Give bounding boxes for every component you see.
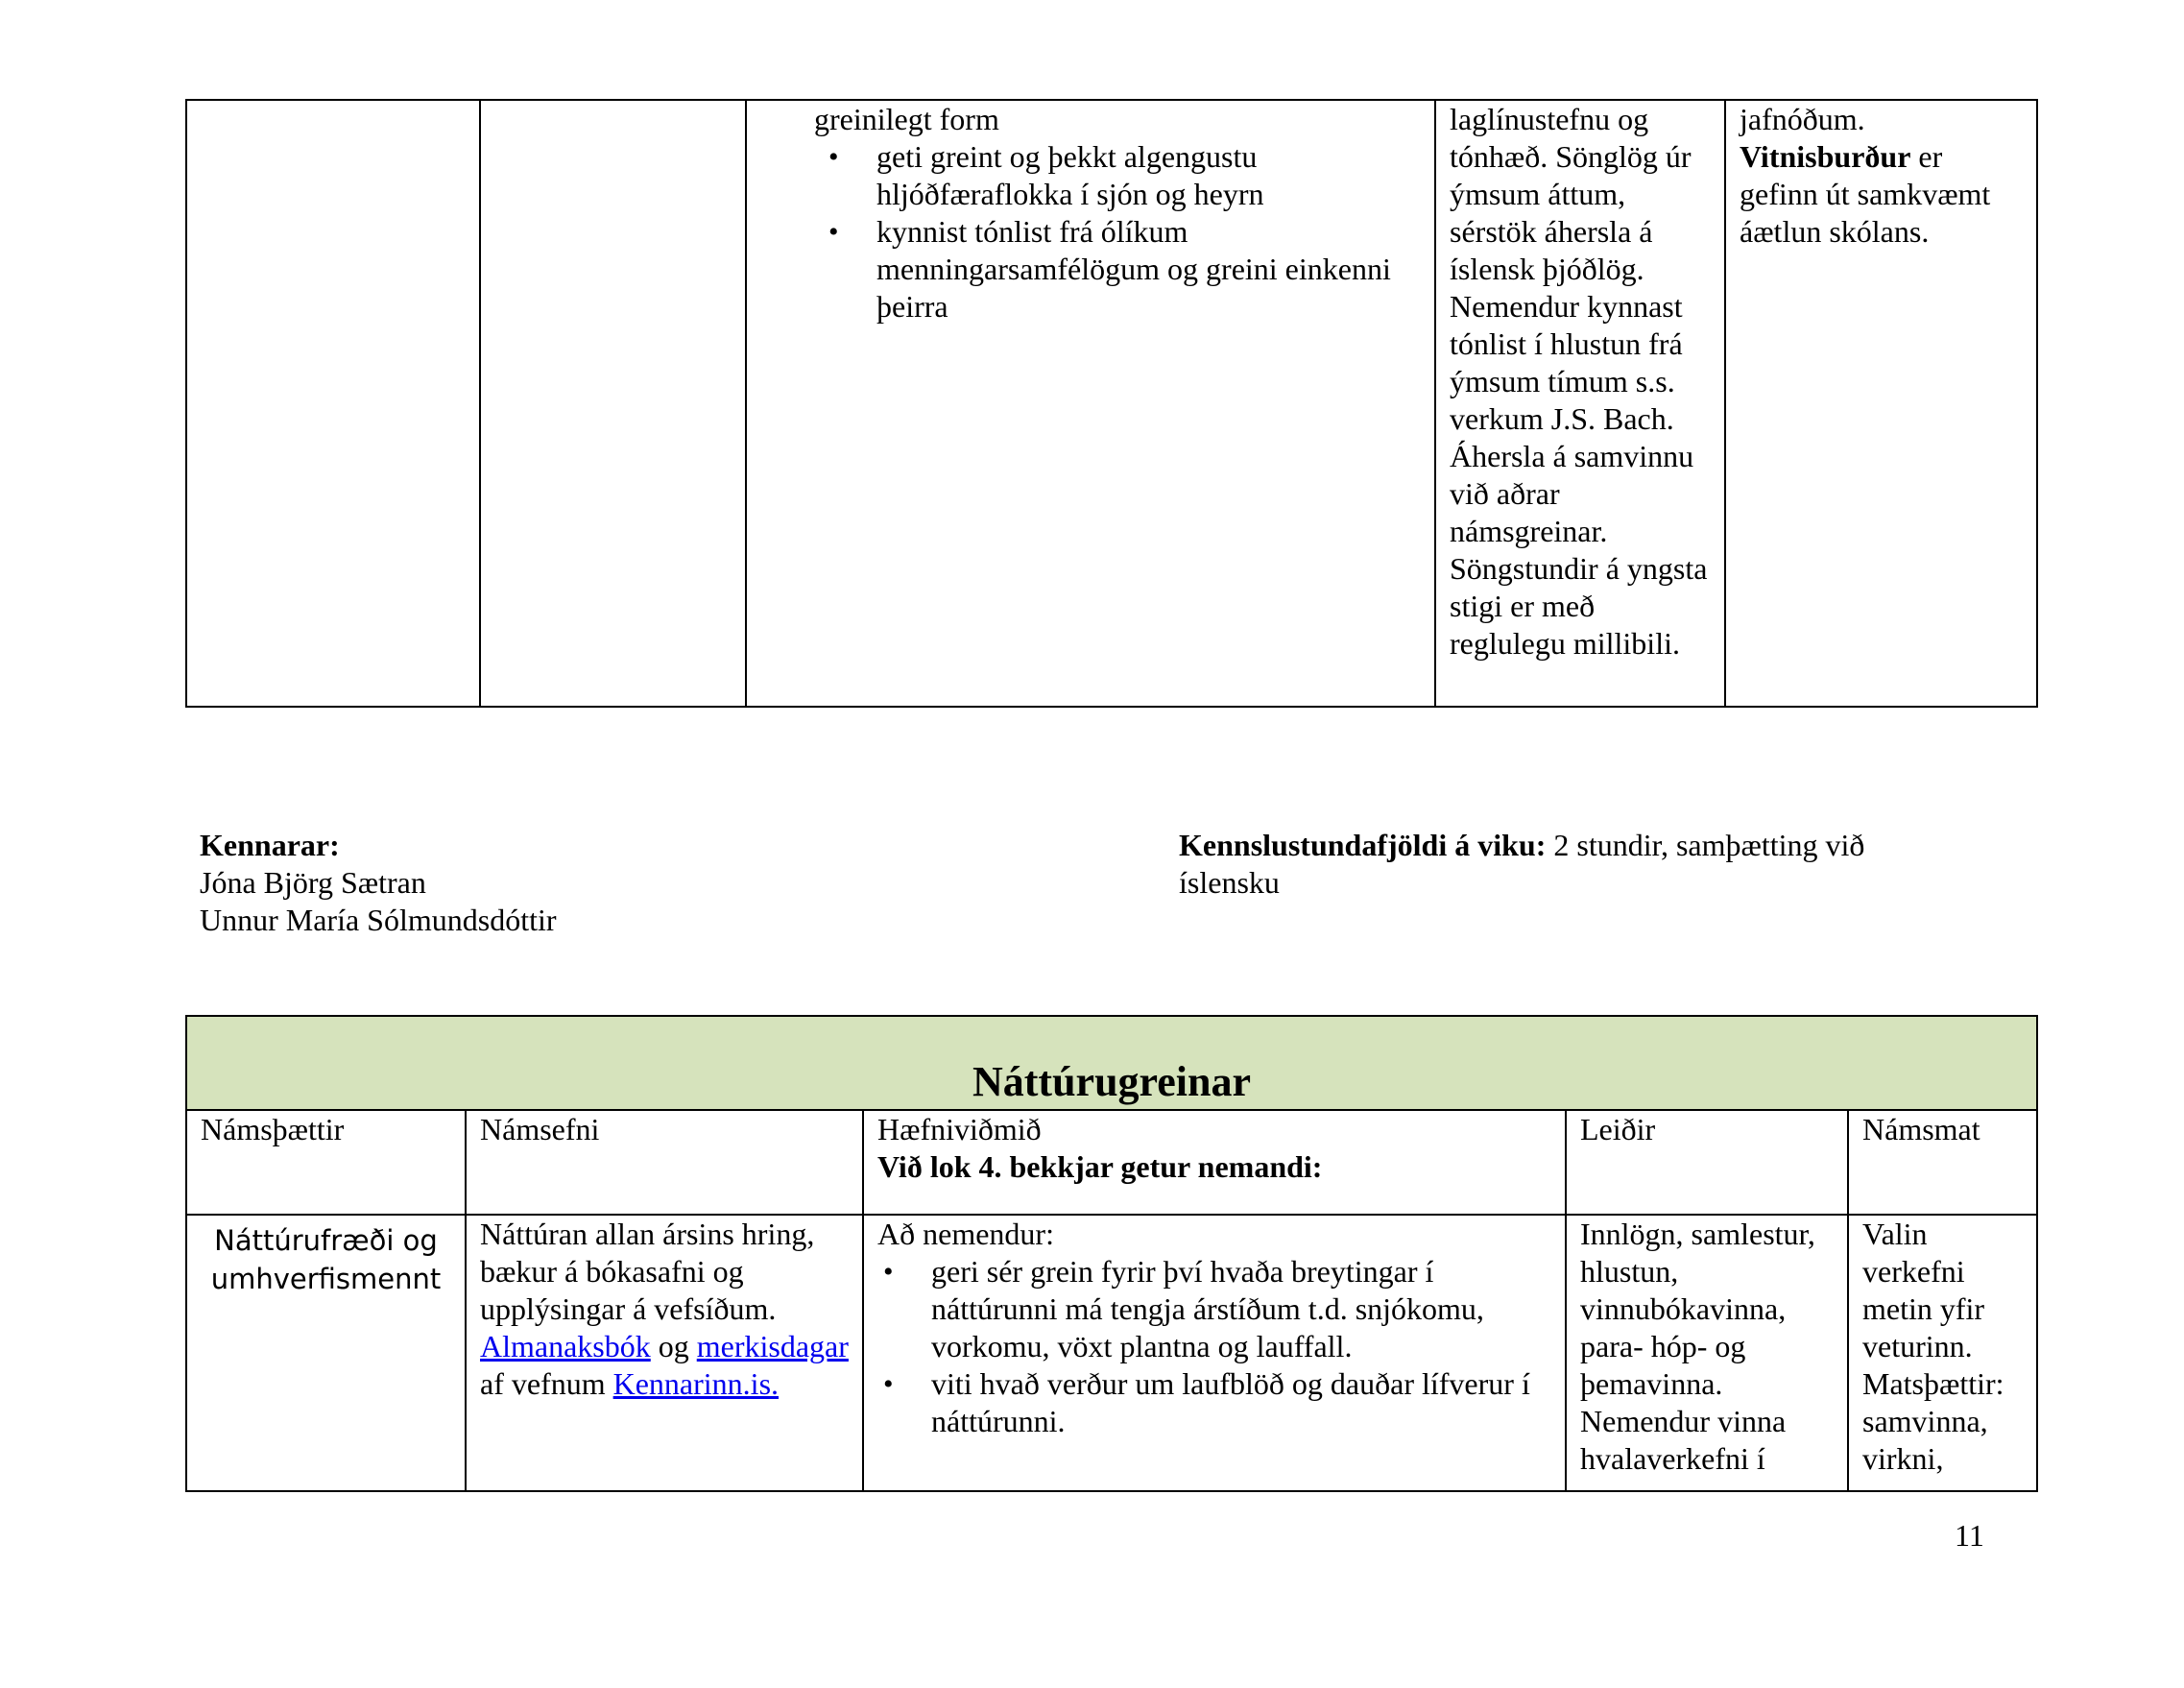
header-label: Hæfniviðmið — [877, 1112, 1042, 1146]
material-cell — [466, 1215, 863, 1491]
header-cell: Námsefni — [466, 1110, 863, 1215]
empty-cell — [186, 100, 480, 707]
assessment-line: jafnóðum. — [1740, 102, 1865, 136]
teachers-label: Kennarar: — [200, 828, 340, 862]
competence-continued-line: greinilegt form — [814, 102, 999, 136]
material-text: af vefnum — [480, 1366, 613, 1401]
assessment-cell — [1725, 100, 2037, 707]
header-cell: Leiðir — [1566, 1110, 1848, 1215]
methods-text: laglínustefnu og tónhæð. Sönglög úr ýmsum áttum, sérstök áhersla á íslensk þjóðlög. Nemendur kynnast tónlist í hlustun frá ýmsum tímum s.s. verkum J.S. Bach. Áhersla á samvinnu við aðrar námsgreinar. Söngstundir á yngsta stigi er með reglulegu millibili. — [1450, 102, 1708, 661]
music-plan-table-continued — [185, 99, 2038, 708]
competence-cell — [746, 100, 1435, 707]
teacher-name: Unnur María Sólmundsdóttir — [200, 903, 557, 937]
header-row — [186, 1110, 2037, 1215]
subject-title: Náttúrugreinar — [186, 1016, 2037, 1110]
kennarinn-link[interactable]: Kennarinn.is. — [612, 1366, 780, 1401]
competence-intro: Að nemendur: — [877, 1217, 1054, 1251]
assessment-cell: Valin verkefni metin yfir veturinn. Matsþættir: samvinna, virkni, — [1848, 1215, 2037, 1491]
assessment-text: er gefinn út samkvæmt áætlun skólans. — [1740, 139, 1991, 249]
header-cell: Námsmat — [1848, 1110, 2037, 1215]
competence-bullet: • geti greint og þekkt algengustu hljóðfæraflokka í sjón og heyrn — [876, 138, 1421, 213]
empty-cell — [480, 100, 746, 707]
topic-cell: Náttúrufræði og umhverfismennt — [186, 1215, 466, 1491]
hours-label: Kennslustundafjöldi á viku: — [1179, 828, 1547, 862]
teacher-name: Jóna Björg Sætran — [200, 865, 426, 900]
competence-bullet: • viti hvað verður um laufblöð og dauðar lífverur í náttúrunni. — [931, 1365, 1551, 1440]
teachers-block — [200, 827, 557, 939]
header-cell: Námsþættir — [186, 1110, 466, 1215]
competence-bullet: • geri sér grein fyrir því hvaða breytingar í náttúrunni má tengja árstíðum t.d. snjókomu, vorkomu, vöxt plantna og lauffall. — [931, 1253, 1551, 1365]
hours-value: 2 stundir, samþætting við íslensku — [1179, 828, 1865, 900]
competence-bullet: • kynnist tónlist frá ólíkum menningarsamfélögum og greini einkenni þeirra — [876, 213, 1421, 326]
methods-cell — [1435, 100, 1725, 707]
merkisdagar-link[interactable]: merkisdagar — [696, 1329, 849, 1363]
hours-block — [1179, 827, 1966, 902]
material-text: Náttúran allan ársins hring, bækur á bókasafni og upplýsingar á vefsíðum. — [480, 1217, 815, 1326]
table-row — [186, 1215, 2037, 1491]
table-row — [186, 100, 2037, 707]
assessment-bold-label: Vitnisburður — [1740, 139, 1911, 174]
competence-cell — [863, 1215, 1566, 1491]
material-text: og — [650, 1329, 697, 1363]
methods-cell: Innlögn, samlestur, hlustun, vinnubókavinna, para- hóp- og þemavinna. Nemendur vinna hvalaverkefni í — [1566, 1215, 1848, 1491]
almanaksbok-link[interactable]: Almanaksbók — [480, 1329, 651, 1363]
header-sublabel: Við lok 4. bekkjar getur nemandi: — [877, 1149, 1323, 1184]
subject-table — [185, 1015, 2038, 1492]
page-number: 11 — [1955, 1518, 1984, 1553]
header-cell — [863, 1110, 1566, 1215]
